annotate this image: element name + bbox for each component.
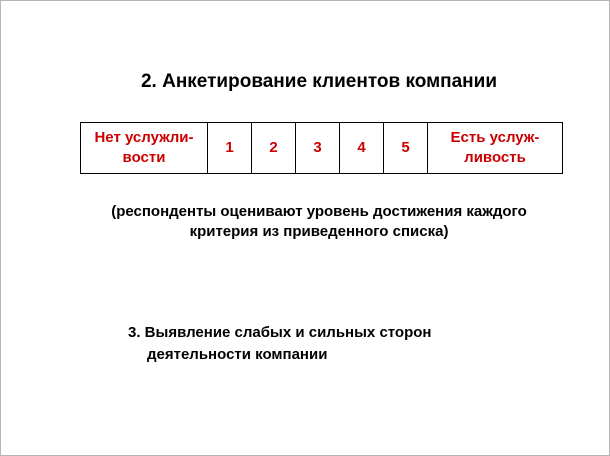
respondents-note-line1: (респонденты оценивают уровень достижения каждого bbox=[111, 203, 527, 220]
scale-right-label-line1: Есть услуж- bbox=[450, 129, 540, 146]
section-3-line1: 3. Выявление слабых и сильных сторон bbox=[128, 324, 432, 341]
scale-right-label-line2: ливость bbox=[464, 149, 526, 166]
scale-point-4: 4 bbox=[340, 123, 384, 174]
scale-left-label-line2: вости bbox=[122, 149, 166, 166]
section-3-line2: деятельности компании bbox=[147, 346, 328, 363]
scale-left-label-line1: Нет услужли- bbox=[94, 129, 194, 146]
scale-point-5: 5 bbox=[384, 123, 428, 174]
scale-right-label bbox=[428, 123, 563, 174]
respondents-note bbox=[61, 202, 577, 242]
respondents-note-line2: критерия из приведенного списка) bbox=[189, 223, 449, 240]
scale-point-3: 3 bbox=[296, 123, 340, 174]
slide-title: 2. Анкетирование клиентов компании bbox=[140, 71, 498, 92]
rating-scale-table bbox=[80, 122, 563, 174]
section-3-heading bbox=[128, 322, 528, 366]
rating-scale-row bbox=[81, 123, 563, 174]
scale-point-1: 1 bbox=[208, 123, 252, 174]
scale-point-2: 2 bbox=[252, 123, 296, 174]
scale-left-label bbox=[81, 123, 208, 174]
